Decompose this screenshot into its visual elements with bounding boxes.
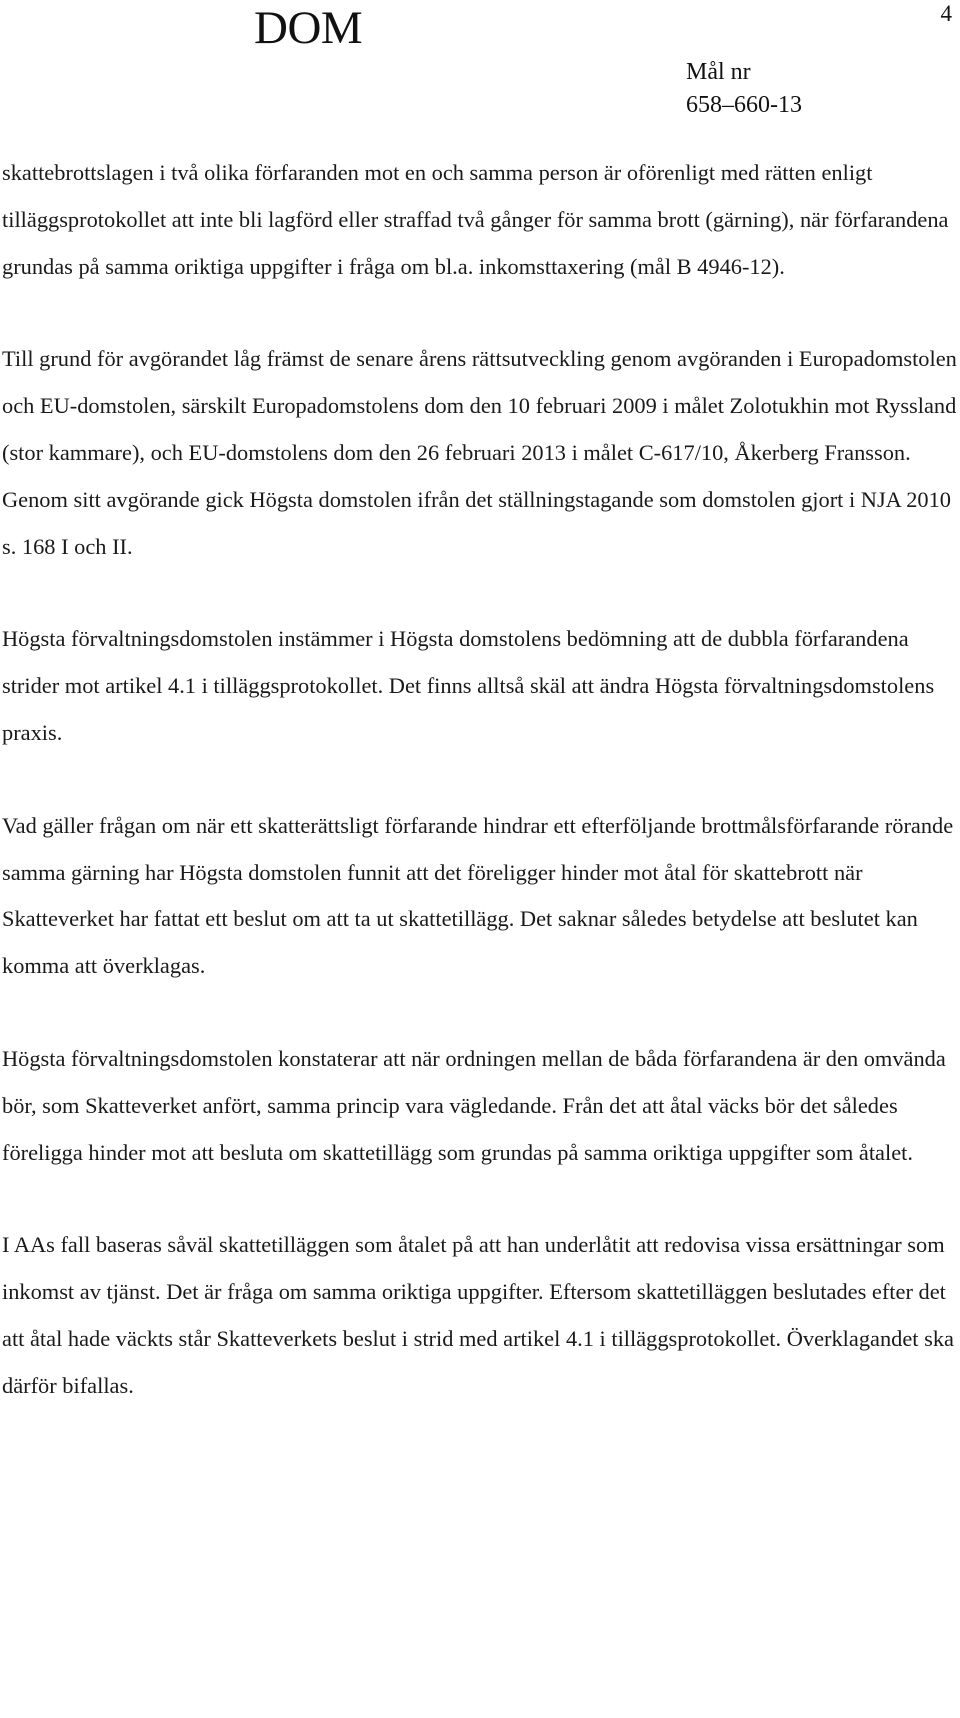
document-body — [2, 150, 957, 1410]
document-title: DOM — [254, 2, 363, 54]
paragraph-conclusion: I AAs fall baseras såväl skattetilläggen som åtalet på att han underlåtit att redovisa vissa ersättningar som inkomst av tjänst. Det är fråga om samma oriktiga uppgifter. Eftersom skattetilläggen beslutades efter det att åtal hade väckts står Skatteverkets beslut i strid med artikel 4.1 i tilläggsprotokollet. Överklagandet ska därför bifallas. — [2, 1232, 954, 1398]
paragraph-continuation: skattebrottslagen i två olika förfaranden mot en och samma person är oförenligt med rätten enligt tilläggsprotokollet att inte bli lagförd eller straffad två gånger för samma brott (gärning), när förfarandena grundas på samma oriktiga uppgifter i fråga om bl.a. inkomsttaxering (mål B 4946-12). — [2, 160, 949, 279]
case-number-label: Mål nr — [686, 59, 751, 85]
paragraph-reverse-order: Högsta förvaltningsdomstolen konstaterar att när ordningen mellan de båda förfarandena är den omvända bör, som Skatteverket anfört, samma princip vara vägledande. Från det att åtal väcks bör det således föreligga hinder mot att besluta om skattetillägg som grundas på samma oriktiga uppgifter som åtalet. — [2, 1045, 946, 1165]
case-number-value: 658–660-13 — [686, 92, 802, 118]
paragraph-basis: Till grund för avgörandet låg främst de senare årens rättsutveckling genom avgöranden i Europadomstolen och EU-domstolen, särskilt Europadomstolens dom den 10 februari 2009 i målet Zolotukhin mot Ryssland (stor kammare), och EU-domstolens dom den 26 februari 2013 i målet C-617/10, Åkerberg Fransson. Genom sitt avgörande gick Högsta domstolen ifrån det ställningstagande som domstolen gjort i NJA 2010 s. 168 I och II. — [2, 346, 957, 559]
paragraph-prosecution-bar: Vad gäller frågan om när ett skatterättsligt förfarande hindrar ett efterföljande brottmålsförfarande rörande samma gärning har Högsta domstolen funnit att det föreligger hinder mot åtal för skattebrott när Skatteverket har fattat ett beslut om att ta ut skattetillägg. Det saknar således betydelse att beslutet kan komma att överklagas. — [2, 812, 954, 979]
paragraph-hfd-agreement: Högsta förvaltningsdomstolen instämmer i Högsta domstolens bedömning att de dubbla förfarandena strider mot artikel 4.1 i tilläggsprotokollet. Det finns alltså skäl att ändra Högsta förvaltningsdomstolens praxis. — [2, 626, 935, 745]
page-number: 4 — [940, 1, 952, 26]
case-number-block — [686, 56, 802, 122]
